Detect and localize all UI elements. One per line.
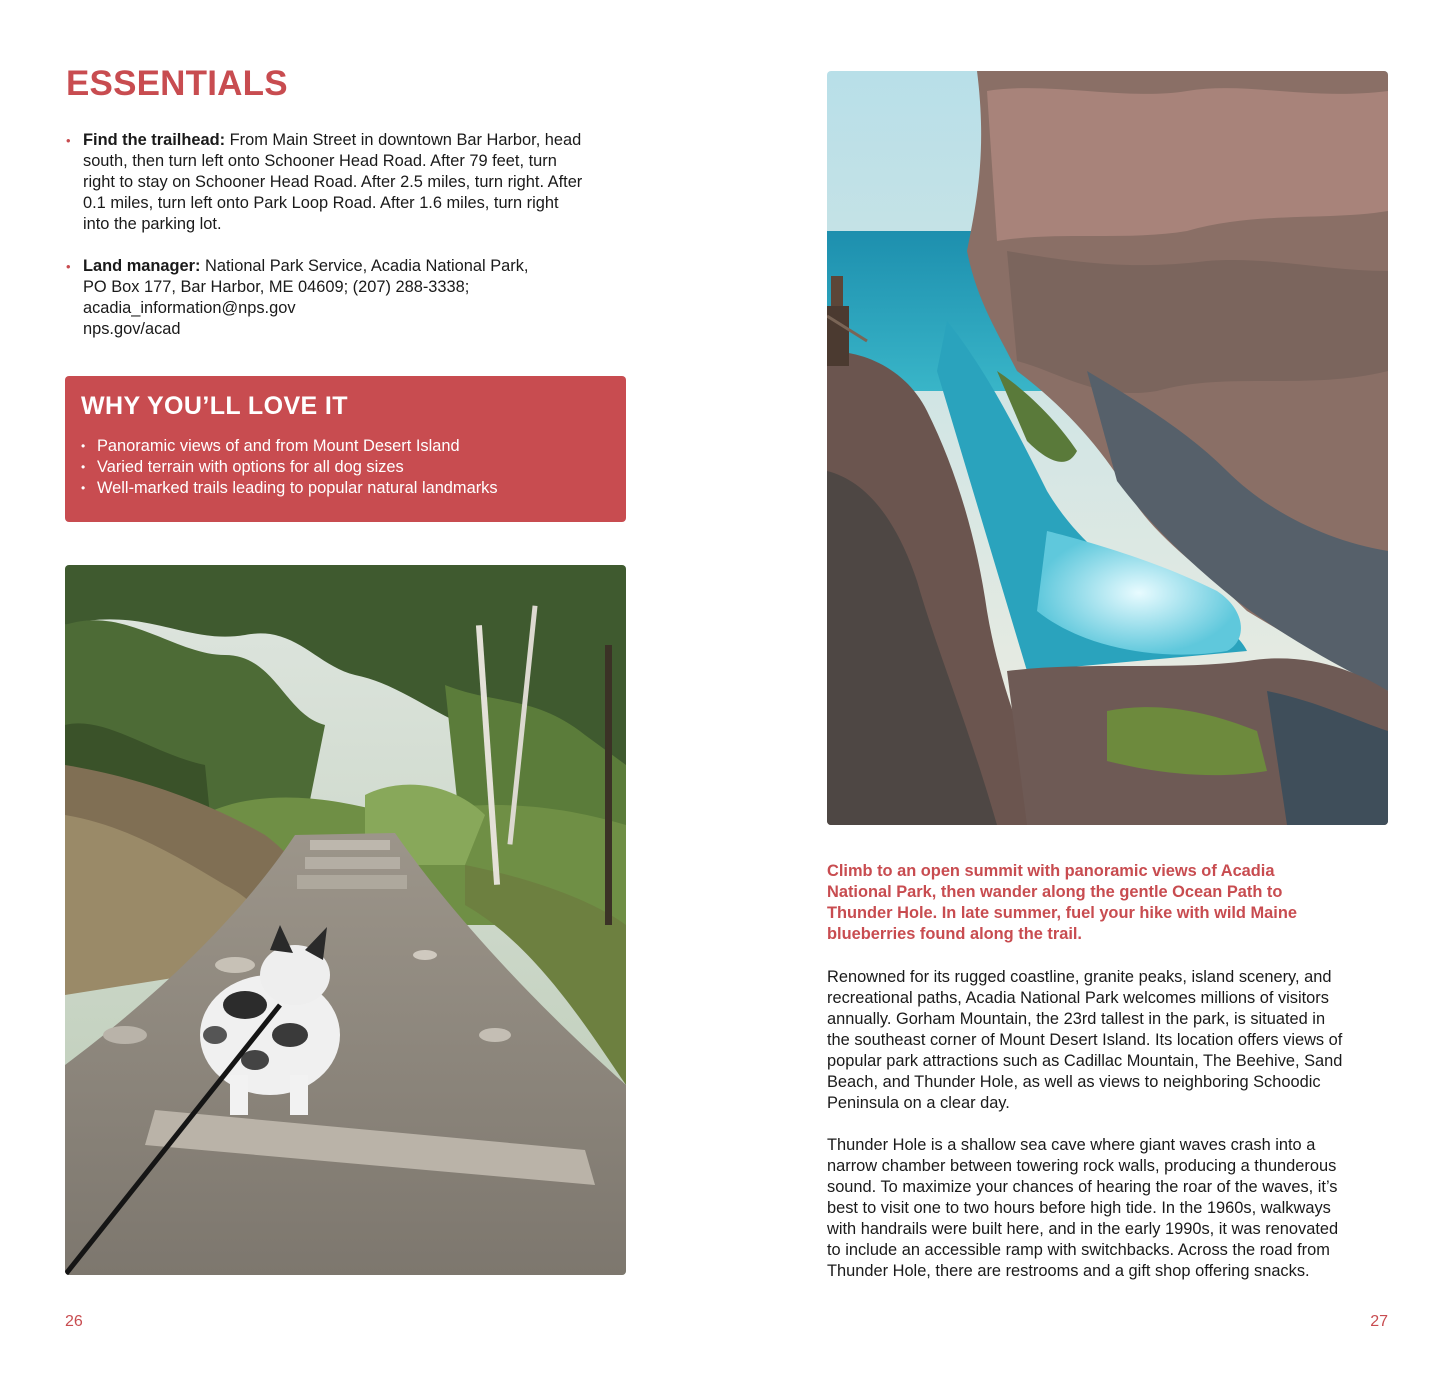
love-box-title: WHY YOU’LL LOVE IT (81, 392, 348, 420)
essentials-heading: ESSENTIALS (66, 64, 288, 103)
trailhead-text-line-3: right to stay on Schooner Head Road. After 2.5 miles, turn right. After (83, 173, 583, 191)
trailhead-text-line-2: south, then turn left onto Schooner Head Road. After 79 feet, turn (83, 152, 557, 170)
body-line: Peninsula on a clear day. (827, 1094, 1010, 1112)
body-paragraph-1 (827, 967, 1392, 1114)
love-item: • Varied terrain with options for all dog sizes (81, 457, 610, 478)
body-line: Beach, and Thunder Hole, as well as views to neighboring Schoodic (827, 1073, 1321, 1091)
land-manager-text-line-1: National Park Service, Acadia National Park, (200, 257, 529, 275)
love-item: • Panoramic views of and from Mount Desert Island (81, 436, 610, 457)
essentials-item-trailhead (66, 130, 631, 235)
land-manager-label: Land manager: (83, 257, 201, 275)
page-number-left: 26 (65, 1313, 83, 1330)
land-manager-text-line-2: PO Box 177, Bar Harbor, ME 04609; (207) 288-3338; (83, 278, 470, 296)
body-line: best to visit one to two hours before high tide. In the 1960s, walkways (827, 1199, 1331, 1217)
why-youll-love-it-box (65, 376, 626, 522)
body-line: Thunder Hole, there are restrooms and a gift shop offering snacks. (827, 1262, 1310, 1280)
trailhead-text-line-4: 0.1 miles, turn left onto Park Loop Road. After 1.6 miles, turn right (83, 194, 559, 212)
essentials-item-land-manager (66, 256, 631, 340)
body-line: annually. Gorham Mountain, the 23rd tallest in the park, is situated in (827, 1010, 1326, 1028)
body-line: Thunder Hole is a shallow sea cave where giant waves crash into a (827, 1136, 1316, 1154)
intro-paragraph (827, 861, 1392, 945)
body-line: recreational paths, Acadia National Park welcomes millions of visitors (827, 989, 1329, 1007)
body-line: popular park attractions such as Cadillac Mountain, The Beehive, Sand (827, 1052, 1343, 1070)
body-paragraph-2 (827, 1135, 1392, 1282)
thunder-hole-photo (827, 71, 1388, 825)
body-line: the southeast corner of Mount Desert Island. Its location offers views of (827, 1031, 1343, 1049)
land-manager-email[interactable]: acadia_information@nps.gov (83, 299, 296, 317)
land-manager-website[interactable]: nps.gov/acad (83, 320, 181, 338)
trailhead-text-line-5: into the parking lot. (83, 215, 222, 233)
trailhead-text-line-1: From Main Street in downtown Bar Harbor, head (225, 131, 582, 149)
body-line: Renowned for its rugged coastline, granite peaks, island scenery, and (827, 968, 1332, 986)
love-item: • Well-marked trails leading to popular natural landmarks (81, 478, 610, 499)
body-line: narrow chamber between towering rock walls, producing a thunderous (827, 1157, 1337, 1175)
intro-line: Thunder Hole. In late summer, fuel your hike with wild Maine (827, 904, 1297, 922)
trailhead-label: Find the trailhead: (83, 131, 226, 149)
page-number-right: 27 (1370, 1313, 1388, 1330)
essentials-list (66, 130, 631, 361)
intro-line: blueberries found along the trail. (827, 925, 1082, 943)
love-box-list (81, 436, 610, 499)
dog-on-trail-photo (65, 565, 626, 1275)
intro-line: National Park, then wander along the gentle Ocean Path to (827, 883, 1283, 901)
intro-line: Climb to an open summit with panoramic views of Acadia (827, 862, 1275, 880)
body-line: sound. To maximize your chances of hearing the roar of the waves, it’s (827, 1178, 1338, 1196)
body-line: with handrails were built here, and in the early 1990s, it was renovated (827, 1220, 1339, 1238)
body-line: to include an accessible ramp with switchbacks. Across the road from (827, 1241, 1330, 1259)
